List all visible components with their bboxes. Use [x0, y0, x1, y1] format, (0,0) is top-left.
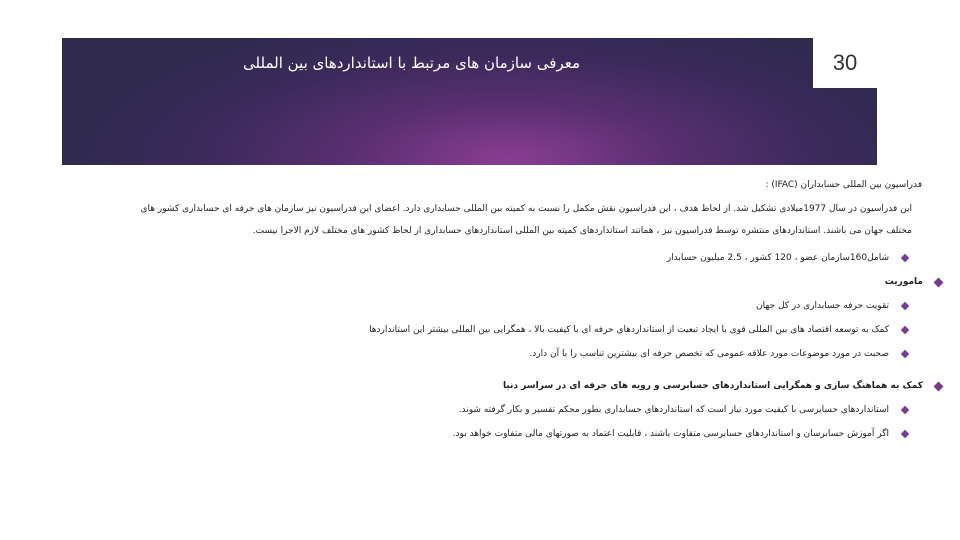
mission-item-text: تقویت حرفه حسابداری در کل جهان [756, 301, 889, 311]
diamond-bullet-icon [899, 429, 908, 438]
harmonization-heading-row [122, 378, 942, 394]
slide-title: معرفی سازمان های مرتبط با استانداردهای بین المللی [243, 54, 580, 72]
mission-heading-row [122, 274, 942, 290]
slide-content [122, 178, 922, 442]
diamond-bullet-icon [899, 301, 908, 310]
harmonization-item-row [122, 426, 922, 442]
members-text: شامل160سازمان عضو ، 120 کشور ، 2.5 میلیون حسابدار [666, 253, 889, 263]
harmonization-heading: کمک به هماهنگ سازی و همگرایی استانداردهای حسابرسی و رویه های حرفه ای در سراسر دنیا [503, 381, 923, 391]
mission-heading: ماموریت [884, 277, 923, 287]
mission-item-text: صحبت در مورد موضوعات مورد علاقه عمومی که تخصص حرفه ای بیشترین تناسب را با آن دارد. [529, 349, 889, 359]
diamond-bullet-icon [933, 381, 942, 390]
mission-item-row [122, 346, 922, 362]
diamond-bullet-icon [933, 277, 942, 286]
harmonization-item-text: استانداردهای حسابرسی با کیفیت مورد نیاز است که استانداردهای حسابداری بطور محکم تفسیر و بکار گرفته شوند. [458, 405, 889, 415]
mission-item-row [122, 298, 922, 314]
diamond-bullet-icon [899, 325, 908, 334]
diamond-bullet-icon [899, 253, 908, 262]
harmonization-item-text: اگر آموزش حسابرسان و استانداردهای حسابرسی متفاوت باشند ، قابلیت اعتماد به صورتهای مالی متفاوت خواهد بود. [452, 429, 889, 439]
diamond-bullet-icon [899, 349, 908, 358]
slide-number: 30 [832, 50, 858, 75]
members-bullet-row [122, 250, 922, 266]
ifac-paragraph: این فدراسیون در سال 1977میلادی تشکیل شد. از لحاظ هدف ، این فدراسیون نقش مکمل را نسبت به کمیته بین المللی حسابداری دارد. اعضای این فدراسیون نیز سازمان های حرفه ای حسابداری کشور های مختلف جهان می باشند. استانداردهای منتشره توسط فدراسیون نیز ، همانند استانداردهای کمیته بین المللی استانداردهای حسابداری از لحاظ کشور های مختلف لازم الاجرا نیست. [140, 204, 912, 236]
harmonization-item-row [122, 402, 922, 418]
slide-number-box [813, 38, 877, 88]
intro-line: فدراسیون بین المللی حسابداران (IFAC) : [765, 180, 922, 190]
diamond-bullet-icon [899, 405, 908, 414]
mission-item-text: کمک به توسعه اقتصاد های بین المللی قوی با ایجاد تبعیت از استانداردهای حرفه ای با کیفیت بالا ، همگرایی بین المللی بیشتر این استانداردها [369, 325, 889, 335]
mission-item-row [122, 322, 922, 338]
